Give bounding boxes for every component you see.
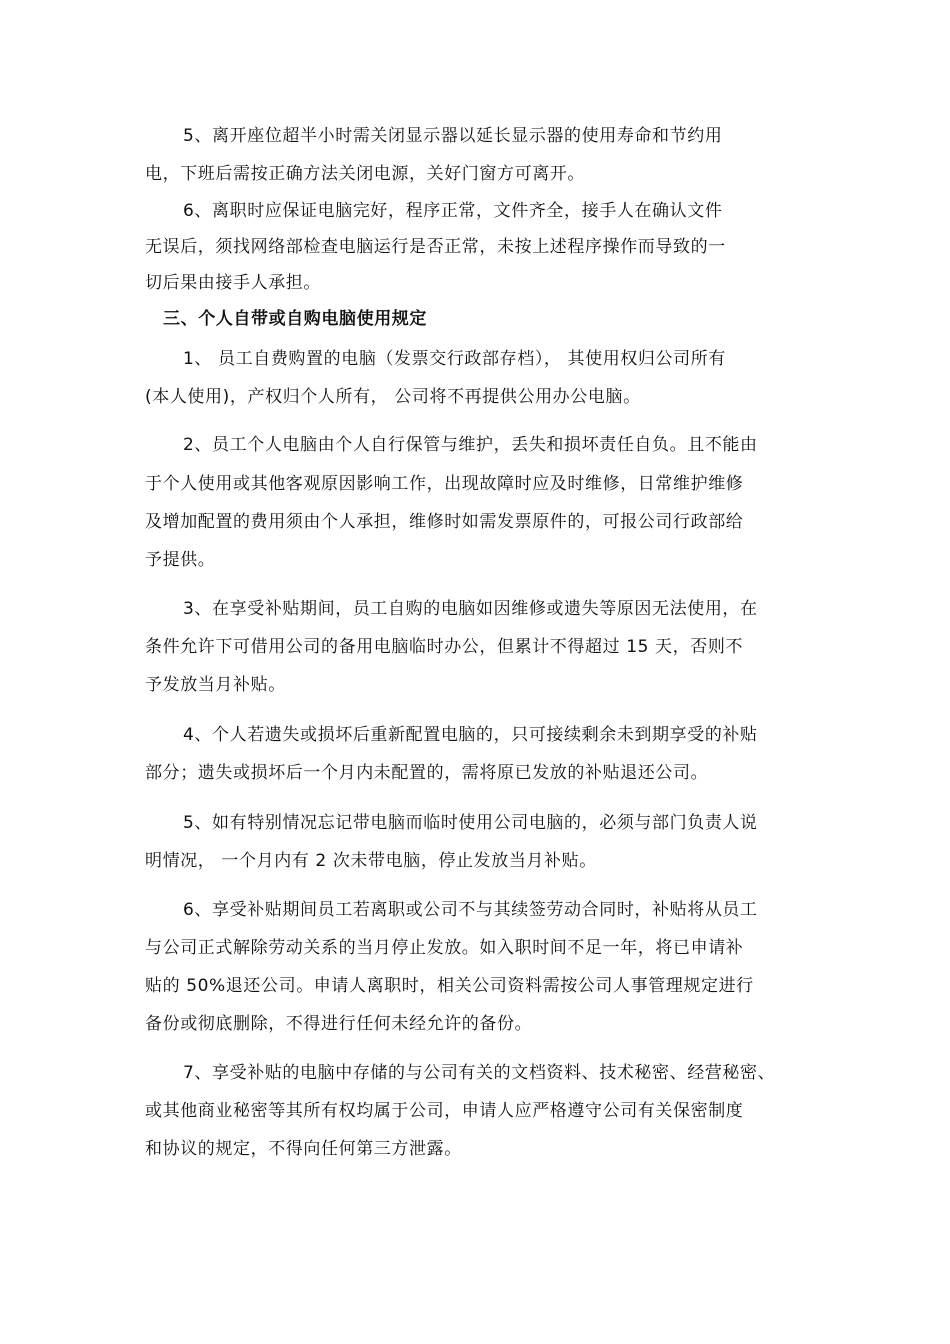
- paragraph-line: 与公司正式解除劳动关系的当月停止发放。如入职时间不足一年，将已申请补: [145, 938, 744, 958]
- paragraph-line: 6、离职时应保证电脑完好，程序正常，文件齐全，接手人在确认文件: [183, 201, 723, 221]
- paragraph-line: 予发放当月补贴。: [145, 675, 286, 695]
- paragraph-line: 予提供。: [145, 550, 216, 570]
- paragraph-line: 条件允许下可借用公司的备用电脑临时办公，但累计不得超过 15 天，否则不: [145, 637, 744, 657]
- paragraph-line: 及增加配置的费用须由个人承担，维修时如需发票原件的，可报公司行政部给: [145, 512, 744, 532]
- paragraph-line: 5、离开座位超半小时需关闭显示器以延长显示器的使用寿命和节约用: [183, 126, 723, 146]
- paragraph-line: 2、员工个人电脑由个人自行保管与维护，丢失和损坏责任自负。且不能由: [183, 435, 758, 455]
- paragraph-line: 于个人使用或其他客观原因影响工作，出现故障时应及时维修，日常维护维修: [145, 474, 744, 494]
- paragraph-line: 4、个人若遗失或损坏后重新配置电脑的，只可接续剩余未到期享受的补贴: [183, 725, 758, 745]
- paragraph-line: 3、在享受补贴期间，员工自购的电脑如因维修或遗失等原因无法使用，在: [183, 599, 758, 619]
- paragraph-line: 贴的 50%退还公司。申请人离职时，相关公司资料需按公司人事管理规定进行: [145, 976, 754, 996]
- paragraph-line: 部分；遗失或损坏后一个月内未配置的，需将原已发放的补贴退还公司。: [145, 763, 709, 783]
- paragraph-line: 或其他商业秘密等其所有权均属于公司，申请人应严格遵守公司有关保密制度: [145, 1101, 744, 1121]
- paragraph-line: 电，下班后需按正确方法关闭电源，关好门窗方可离开。: [145, 164, 585, 184]
- paragraph-line: 备份或彻底删除，不得进行任何未经允许的备份。: [145, 1014, 533, 1034]
- paragraph-line: 7、享受补贴的电脑中存储的与公司有关的文档资料、技术秘密、经营秘密、: [183, 1063, 776, 1083]
- paragraph-line: (本人使用)，产权归个人所有， 公司将不再提供公用办公电脑。: [145, 387, 641, 407]
- paragraph-line: 和协议的规定，不得向任何第三方泄露。: [145, 1139, 462, 1159]
- paragraph-line: 5、如有特别情况忘记带电脑而临时使用公司电脑的，必须与部门负责人说: [183, 813, 758, 833]
- section-heading: 三、个人自带或自购电脑使用规定: [163, 309, 427, 329]
- paragraph-line: 无误后，须找网络部检查电脑运行是否正常，未按上述程序操作而导致的一: [145, 237, 726, 257]
- paragraph-line: 明情况， 一个月内有 2 次未带电脑，停止发放当月补贴。: [145, 851, 597, 871]
- paragraph-line: 切后果由接手人承担。: [145, 273, 321, 293]
- paragraph-line: 6、享受补贴期间员工若离职或公司不与其续签劳动合同时，补贴将从员工: [183, 900, 758, 920]
- paragraph-line: 1、 员工自费购置的电脑（发票交行政部存档）， 其使用权归公司所有: [183, 349, 726, 369]
